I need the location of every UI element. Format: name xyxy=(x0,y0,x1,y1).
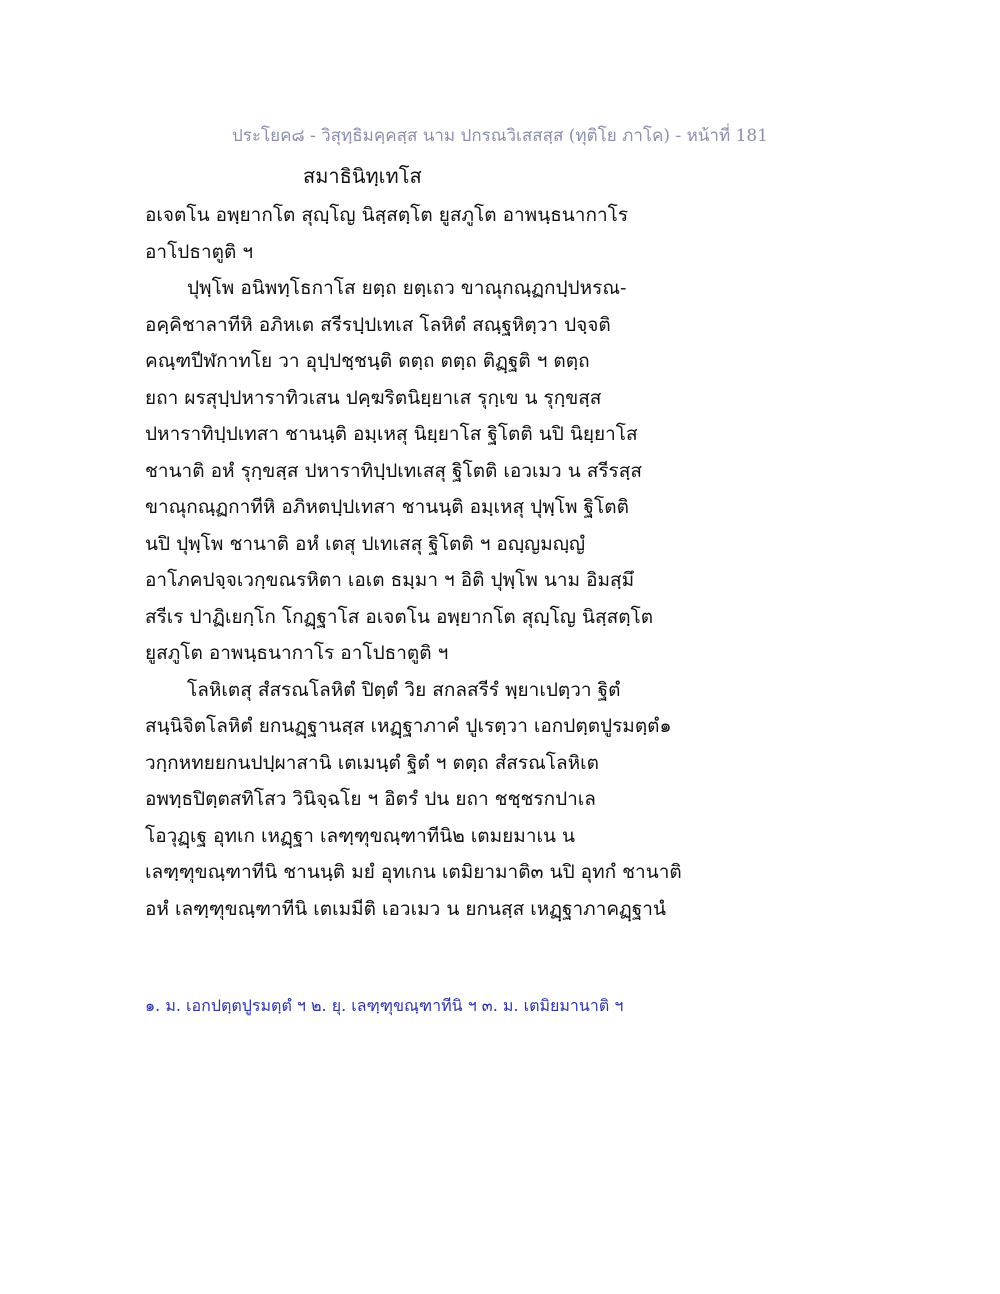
paragraph-line: สรีเร ปาฏิเยกฺโก โกฏฺฐาโส อเจตโน อพฺยากโต สุญฺโญ นิสฺสตฺโต xyxy=(145,605,654,628)
paragraph-line: ชานาติ อหํ รุกฺขสฺส ปหาราทิปฺปเทเสสุ ฐิโตติ เอวเมว น สรีรสฺส xyxy=(145,459,642,482)
paragraph-line: ปุพฺโพ อนิพทฺโธกาโส ยตฺถ ยตฺเถว ขาณุกณฺฏกปฺปหรณ- xyxy=(187,277,627,299)
paragraph-line: เลฑฺฑุขณฺฑาทีนิ ชานนฺติ มยํ อุทเกน เตมิยามาติ๓ นปิ อุทกํ ชานาติ xyxy=(145,861,682,883)
paragraph-line: วกฺกหทยยกนปปฺผาสานิ เตเมนฺตํ ฐิตํ ฯ ตตฺถ สํสรณโลหิเต xyxy=(145,751,599,774)
paragraph-line: อหํ เลฑฺฑุขณฺฑาทีนิ เตเมมีติ เอวเมว น ยกนสฺส เหฏฺฐาภาคฏฺฐานํ xyxy=(145,897,666,920)
paragraph-line: นปิ ปุพฺโพ ชานาติ อหํ เตสุ ปเทเสสุ ฐิโตติ ฯ อญฺญมญฺญํ xyxy=(145,532,586,555)
paragraph-line: อาโปธาตูติ ฯ xyxy=(145,240,253,263)
paragraph-line: ยูสภูโต อาพนฺธนากาโร อาโปธาตูติ ฯ xyxy=(145,642,449,664)
page-header: ประโยค๘ - วิสุทฺธิมคฺคสฺส นาม ปกรณวิเสสสฺส (ทุติโย ภาโค) - หน้าที่ 181 xyxy=(231,126,769,146)
paragraph-line: ปหาราทิปฺปเทสา ชานนฺติ อมฺเหสุ นิยฺยาโส ฐิโตติ นปิ นิยฺยาโส xyxy=(145,423,638,445)
paragraph-line: ขาณุกณฺฏกาทีหิ อภิหตปฺปเทสา ชานนฺติ อมฺเหสุ ปุพฺโพ ฐิโตติ xyxy=(145,496,629,518)
paragraph-line: โลหิเตสุ สํสรณโลหิตํ ปิตฺตํ วิย สกลสรีรํ พฺยาเปตฺวา ฐิตํ xyxy=(187,678,621,701)
paragraph-line: คณฺฑปีฬกาทโย วา อุปฺปชฺชนฺติ ตตฺถ ตตฺถ ติฏฺฐติ ฯ ตตฺถ xyxy=(145,350,590,372)
paragraph-line: โอวุฏฺเฐ อุทเก เหฏฺฐา เลฑฺฑุขณฺฑาทีนิ๒ เตมยมาเน น xyxy=(145,824,576,847)
paragraph-line: อาโภคปจฺจเวกฺขณรหิตา เอเต ธมฺมา ฯ อิติ ปุพฺโพ นาม อิมสฺมึ xyxy=(145,569,635,591)
paragraph-line: ยถา ผรสุปฺปหาราทิวเสน ปคฺฆริตนิยฺยาเส รุกฺเข น รุกฺขสฺส xyxy=(145,386,602,409)
paragraph-line: สนฺนิจิตโลหิตํ ยกนฏฺฐานสฺส เหฏฺฐาภาคํ ปูเรตฺวา เอกปตฺตปูรมตฺตํ๑ xyxy=(145,715,672,737)
paragraph-line: อคฺคิชาลาทีหิ อภิหเต สรีรปฺปเทเส โลหิตํ สณฺฐหิตฺวา ปจฺจติ xyxy=(145,313,611,336)
footnotes: ๑. ม. เอกปตฺตปูรมตฺตํ ฯ ๒. ยุ. เลฑฺฑุขณฺฑาทีนิ ฯ ๓. ม. เตมิยมานาติ ฯ xyxy=(145,996,624,1015)
paragraph-line: อพทฺธปิตฺตสทิโสว วินิจฺฉโย ฯ อิตรํ ปน ยถา ชชฺชรกปาเล xyxy=(145,788,596,810)
paragraph-line: อเจตโน อพฺยากโต สุญฺโญ นิสฺสตฺโต ยูสภูโต อาพนฺธนากาโร xyxy=(145,204,629,226)
body-text xyxy=(145,197,685,927)
section-title: สมาธินิทฺเทโส xyxy=(303,164,422,188)
